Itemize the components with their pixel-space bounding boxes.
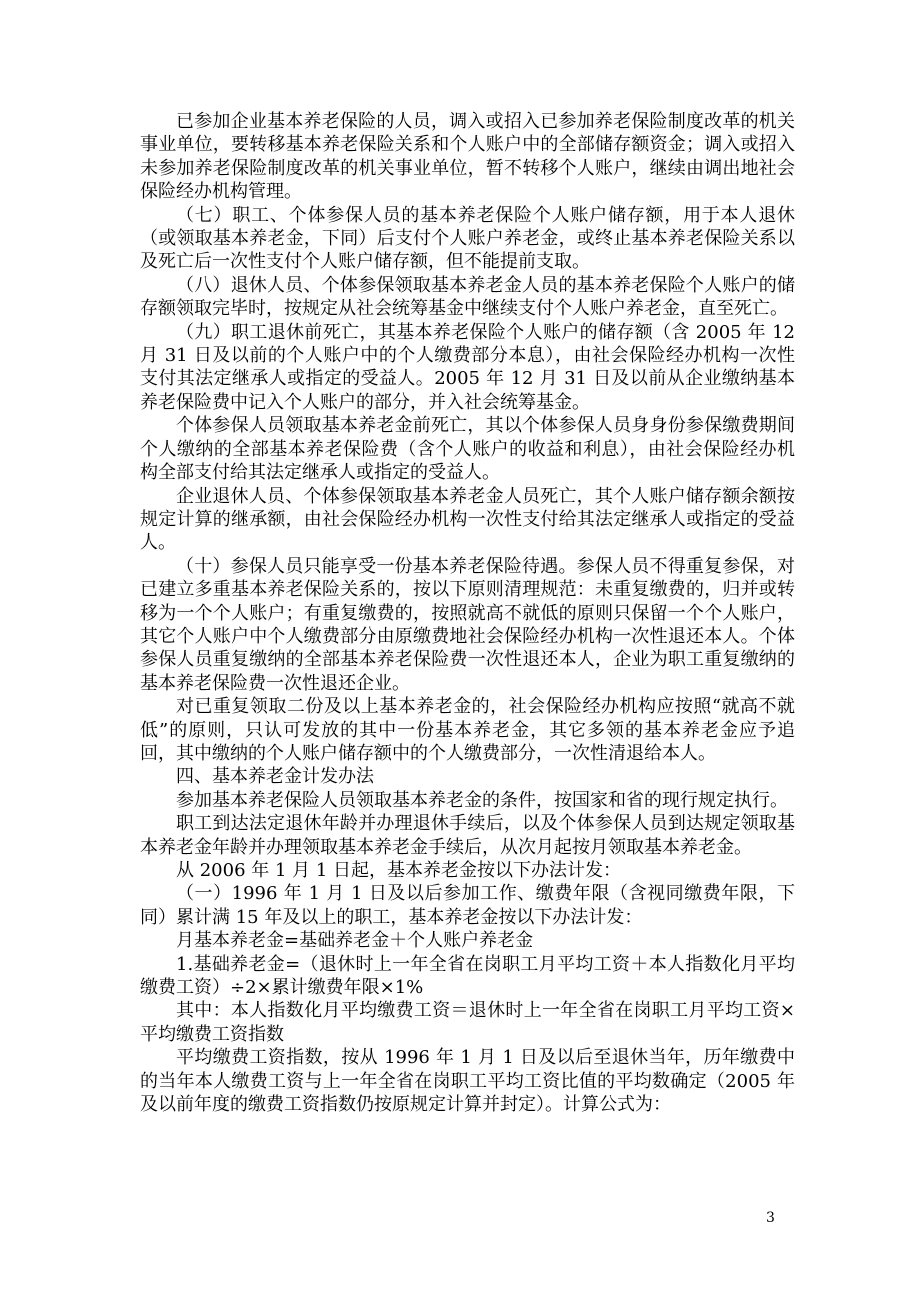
section-heading-pension-calculation: 四、基本养老金计发办法 (176, 766, 374, 788)
paragraph-duplicate-pension: 对已重复领取二份及以上基本养老金的，社会保险经办机构应按照“就高不就低”的原则，只认可发放的其中一份基本养老金，其它多领的基本养老金应予追回，其中缴纳的个人账户储存额中的个人缴费部分，一次性清退给本人。 (140, 696, 795, 764)
paragraph-retiree-death: 企业退休人员、个体参保领取基本养老金人员死亡，其个人账户储存额余额按规定计算的继承额，由社会保险经办机构一次性支付给其法定继承人或指定的受益人。 (140, 485, 795, 554)
paragraph-item-10: （十）参保人员只能享受一份基本养老保险待遇。参保人员不得重复参保，对已建立多重基本养老保险关系的，按以下原则清理规范：未重复缴费的，归并或转移为一个个人账户；有重复缴费的，按照就高不就低的原则只保留一个个人账户，其它个人账户中个人缴费部分由原缴费地社会保险经办机构一次性退还本人。个体参保人员重复缴纳的全部基本养老保险费一次性退还本人，企业为职工重复缴纳的基本养老保险费一次性退还企业。 (140, 555, 795, 694)
paragraph-item-8: （八）退休人员、个体参保领取基本养老金人员的基本养老保险个人账户的储存额领取完毕时，按规定从社会统筹基金中继续支付个人账户养老金，直至死亡。 (140, 274, 795, 320)
paragraph-wage-index: 平均缴费工资指数，按从 1996 年 1 月 1 日及以后至退休当年，历年缴费中的当年本人缴费工资与上一年全省在岗职工平均工资比值的平均数确定（2005 年及以前年度的缴费工资指数仍按原规定计算并封定）。计算公式为： (140, 1047, 795, 1116)
formula-monthly-pension: 月基本养老金=基础养老金＋个人账户养老金 (176, 930, 534, 952)
paragraph-eligibility: 参加基本养老保险人员领取基本养老金的条件，按国家和省的现行规定执行。 (176, 789, 788, 811)
page-number: 3 (766, 1210, 775, 1226)
paragraph-item-7: （七）职工、个体参保人员的基本养老保险个人账户储存额，用于本人退休（或领取基本养老金，下同）后支付个人账户养老金，或终止基本养老保险关系以及死亡后一次性支付个人账户储存额，但不能提前支取。 (140, 204, 795, 273)
paragraph-individual-death: 个体参保人员领取基本养老金前死亡，其以个体参保人员身身份参保缴费期间个人缴纳的全部基本养老保险费（含个人账户的收益和利息），由社会保险经办机构全部支付给其法定继承人或指定的受益人。 (140, 415, 795, 484)
paragraph-start-payment: 职工到达法定退休年龄并办理退休手续后，以及个体参保人员到达规定领取基本养老金年龄并办理领取基本养老金手续后，从次月起按月领取基本养老金。 (140, 813, 795, 858)
paragraph-transfer-accounts: 已参加企业基本养老保险的人员，调入或招入已参加养老保险制度改革的机关事业单位，要转移基本养老保险关系和个人账户中的全部储存额资金；调入或招入未参加养老保险制度改革的机关事业单位，暂不转移个人账户，继续由调出地社会保险经办机构管理。 (140, 111, 795, 203)
document-body (140, 110, 795, 1116)
paragraph-from-2006: 从 2006 年 1 月 1 日起，基本养老金按以下办法计发： (176, 860, 622, 881)
paragraph-item-9: （九）职工退休前死亡，其基本养老保险个人账户的储存额（含 2005 年 12 月 31 日及以前的个人账户中的个人缴费部分本息），由社会保险经办机构一次性支付其法定继承人或指定的受益人。2005 年 12 月 31 日及以前从企业缴纳基本养老保险费中记入个人账户的部分，并入社会统筹基金。 (140, 321, 795, 413)
formula-basic-pension: 1.基础养老金=（退休时上一年全省在岗职工月平均工资＋本人指数化月平均缴费工资）÷2×累计缴费年限×1% (140, 953, 795, 999)
formula-indexed-wage: 其中：本人指数化月平均缴费工资＝退休时上一年全省在岗职工月平均工资×平均缴费工资指数 (140, 1000, 795, 1045)
paragraph-subitem-1: （一）1996 年 1 月 1 日及以后参加工作、缴费年限（含视同缴费年限，下同）累计满 15 年及以上的职工，基本养老金按以下办法计发： (140, 883, 795, 928)
